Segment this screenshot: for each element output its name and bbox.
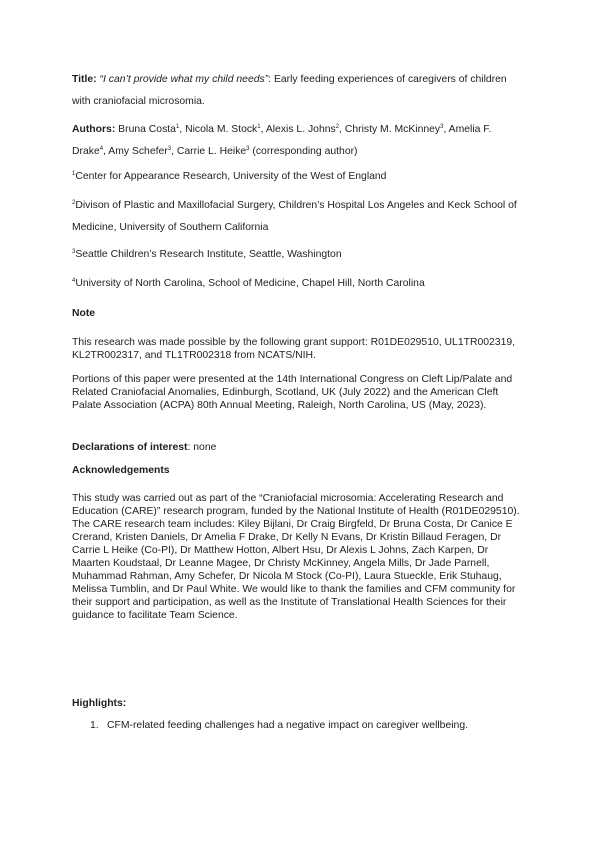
author-affiliation-mark: 3 [167,146,172,152]
title-quote: “I can’t provide what my child needs” [99,74,269,85]
affiliation-4 [72,273,524,295]
title-label: Title: [72,74,97,85]
acknowledgements-paragraph: This study was carried out as part of the “Craniofacial microsomia: Accelerating Research and Education (CARE)” research program, funded by the National Institute of Health (R01DE029510). The CARE research team includes: Kiley Bijlani, Dr Craig Birgfeld, Dr Bruna Costa, Dr Canice E Crerand, Kristen Daniels, Dr Amelia F Drake, Dr Kelly N Evans, Dr Kristin Billaud Feragen, Dr Carrie L Heike (Co-PI), Dr Matthew Hotton, Albert Hsu, Dr Alexis L Johns, Zach Karpen, Dr Maarten Koudstaal, Dr Leanne Magee, Dr Christy McKinney, Angela Mills, Dr Jade Parnell, Muhammad Rahman, Amy Schefer, Dr Nicola M Stock (Co-PI), Laura Stueckle, Erik Stuhaug, Melissa Tumblin, and Dr Paul White. We would like to thank the families and CFM community for their support and participation, as well as the Institute of Translational Health Sciences for their guidance to facilitate Team Science. [72,493,520,621]
declarations-label: Declarations of interest [72,442,188,453]
list-item [72,718,524,733]
author-name: Alexis L. Johns [265,124,336,135]
authors-label: Authors: [72,124,116,135]
affiliation-number: 1 [72,171,76,177]
note-heading: Note [72,308,96,319]
list-item-text: CFM-related feeding challenges had a negative impact on caregiver wellbeing. [107,720,468,731]
title-rest: : Early feeding experiences of caregivers of children with craniofacial microsomia. [72,74,507,107]
affiliation-number: 3 [72,249,76,255]
affiliation-text: Divison of Plastic and Maxillofacial Surgery, Children’s Hospital Los Angeles and Keck School of Medicine, University of Southern California [72,200,517,233]
title-line [72,69,524,113]
affiliation-text: University of North Carolina, School of Medicine, Chapel Hill, North Carolina [75,278,425,289]
author-name: Christy M. McKinney [344,124,441,135]
affiliation-3 [72,244,524,266]
affiliation-1 [72,166,524,188]
author-affiliation-mark: 3 [246,146,250,152]
author-name: Carrie L. Heike [176,146,247,157]
affiliation-number: 4 [72,278,76,284]
author-affiliation-mark: 4 [99,146,104,152]
acknowledgements-heading: Acknowledgements [72,465,170,476]
declarations-line [72,440,524,455]
highlights-list [72,718,524,733]
declarations-value: : none [187,442,217,453]
author-affiliation-mark: 1 [175,124,180,130]
author-name: Amelia F. Drake [72,124,492,157]
affiliation-2 [72,195,524,239]
author-name: Bruna Costa [115,124,176,135]
note-paragraph: This research was made possible by the following grant support: R01DE029510, UL1TR002319, KL2TR002317, and TL1TR002318 from NCATS/NIH. [72,337,516,361]
authors-line: Authors: Bruna Costa$^1$, Nicola M. Stock$^1$, Alexis L. Johns$^2$, Christy M. McKinney$^3$, Amelia F. Drake$^4$, Amy Schefer$^3$, Carrie L. Heike$^3$ (corresponding author) [72,124,492,157]
affiliation-number: 2 [72,200,76,206]
list-number: 1. [90,720,99,731]
affiliation-text: Seattle Children’s Research Institute, Seattle, Washington [75,249,342,260]
author-affiliation-mark: 3 [440,124,444,130]
affiliation-text: Center for Appearance Research, University of the West of England [75,171,387,182]
author-name: Amy Schefer [108,146,168,157]
author-affiliation-mark: 2 [335,124,340,130]
highlights-heading: Highlights: [72,698,127,709]
author-name: Nicola M. Stock [185,124,258,135]
note-paragraph: Portions of this paper were presented at the 14th International Congress on Cleft Lip/Palate and Related Craniofacial Anomalies, Edinburgh, Scotland, UK (July 2022) and the American Cleft Palate Association (ACPA) 80th Annual Meeting, Raleigh, North Carolina, US (May, 2023). [72,374,513,411]
author-affiliation-mark: 1 [257,124,261,130]
